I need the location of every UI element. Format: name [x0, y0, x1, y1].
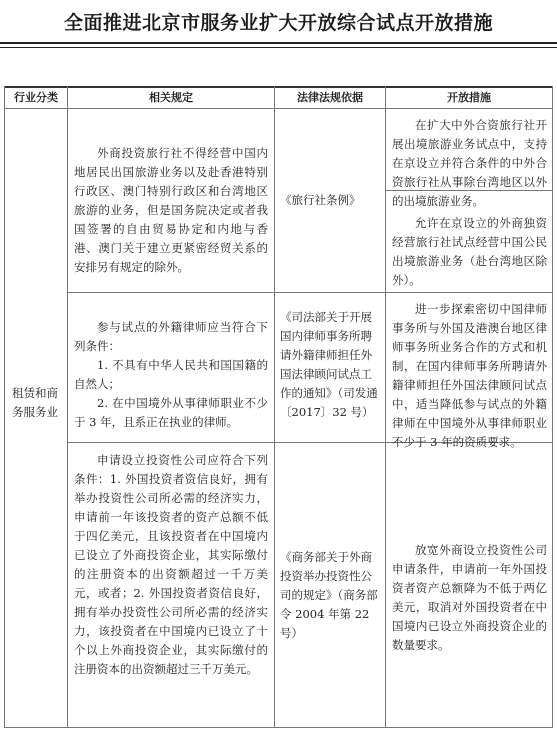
measures-table	[4, 86, 553, 728]
row3-regulation: 申请设立投资性公司应符合下列条件：1. 外国投资者资信良好，拥有举办投资性公司所必需的经济实力，申请前一年该投资者的资产总额不低于四亿美元，且该投资者在中国境内已设立了外商投资企业，其实际缴付的注册资本的出资额超过一千万美元，或者；2. 外国投资者资信良好，拥有举办投资性公司所必需的经济实力，该投资者在中国境内已设立了十个以上外商投资企业，其实际缴付的注册资本的出资额超过三千万美元。	[74, 453, 268, 676]
header-law: 法律法规依据	[297, 91, 363, 104]
row3-measure-1: 放宽外商设立投资性公司申请条件，申请前一年外国投资者资产总额降为不低于两亿美元，取消对外国投资者在中国境内已设立外商投资企业的数量要求。	[392, 543, 547, 652]
header-measures: 开放措施	[447, 91, 491, 104]
header-category: 行业分类	[14, 91, 58, 104]
row-divider	[67, 292, 553, 293]
category-text: 租赁和商务服务业	[12, 386, 58, 419]
table-border-bottom	[4, 727, 553, 728]
column-divider	[385, 86, 386, 728]
column-divider	[274, 86, 275, 728]
row1-law: 《旅行社条例》	[280, 193, 361, 207]
column-divider	[552, 86, 553, 728]
header-divider	[4, 108, 553, 109]
row2-regulation	[74, 318, 268, 432]
header-regulation: 相关规定	[149, 91, 193, 104]
title-rule	[0, 42, 557, 44]
row2-regulation-intro: 参与试点的外籍律师应当符合下列条件：	[74, 320, 268, 353]
row2-regulation-item: 2. 在中国境外从事律师职业不少于 3 年，且系正在执业的律师。	[74, 396, 268, 429]
row2-measure-1: 进一步探索密切中国律师事务所与外国及港澳台地区律师事务所业务合作的方式和机制，在国内律师事务所聘请外籍律师担任外国法律顾问试点中，适当降低参与试点的外籍律师在中国境外从事律师职业不少于 3 年的资质要求。	[392, 302, 547, 449]
row2-regulation-item: 1. 不具有中华人民共和国国籍的自然人；	[74, 358, 268, 391]
title-rule-thin	[0, 47, 557, 48]
column-divider	[4, 86, 5, 728]
column-divider	[67, 86, 68, 728]
row1-regulation: 外商投资旅行社不得经营中国内地居民出国旅游业务以及赴香港特别行政区、澳门特别行政区和台湾地区旅游的业务，但是国务院决定或者我国签署的自由贸易协定和内地与香港、澳门关于建立更紧密经贸关系的安排另有规定的除外。	[74, 146, 268, 274]
row1-measure-2: 允许在京设立的外商独资经营旅行社试点经营中国公民出境旅游业务（赴台湾地区除外）。	[392, 216, 547, 287]
page-title: 全面推进北京市服务业扩大开放综合试点开放措施	[63, 12, 493, 34]
row1-measure-1: 在扩大中外合资旅行社开展出境旅游业务试点中，支持在京设立并符合条件的中外合资旅行社从事除台湾地区以外的出境旅游业务。	[392, 118, 547, 208]
category-cell	[12, 384, 62, 422]
row3-law: 《商务部关于外商投资举办投资性公司的规定》（商务部令 2004 年第 22 号）	[280, 550, 378, 640]
row2-law: 《司法部关于开展国内律师事务所聘请外籍律师担任外国法律顾问试点工作的通知》（司发通〔2017〕32 号）	[280, 310, 378, 419]
